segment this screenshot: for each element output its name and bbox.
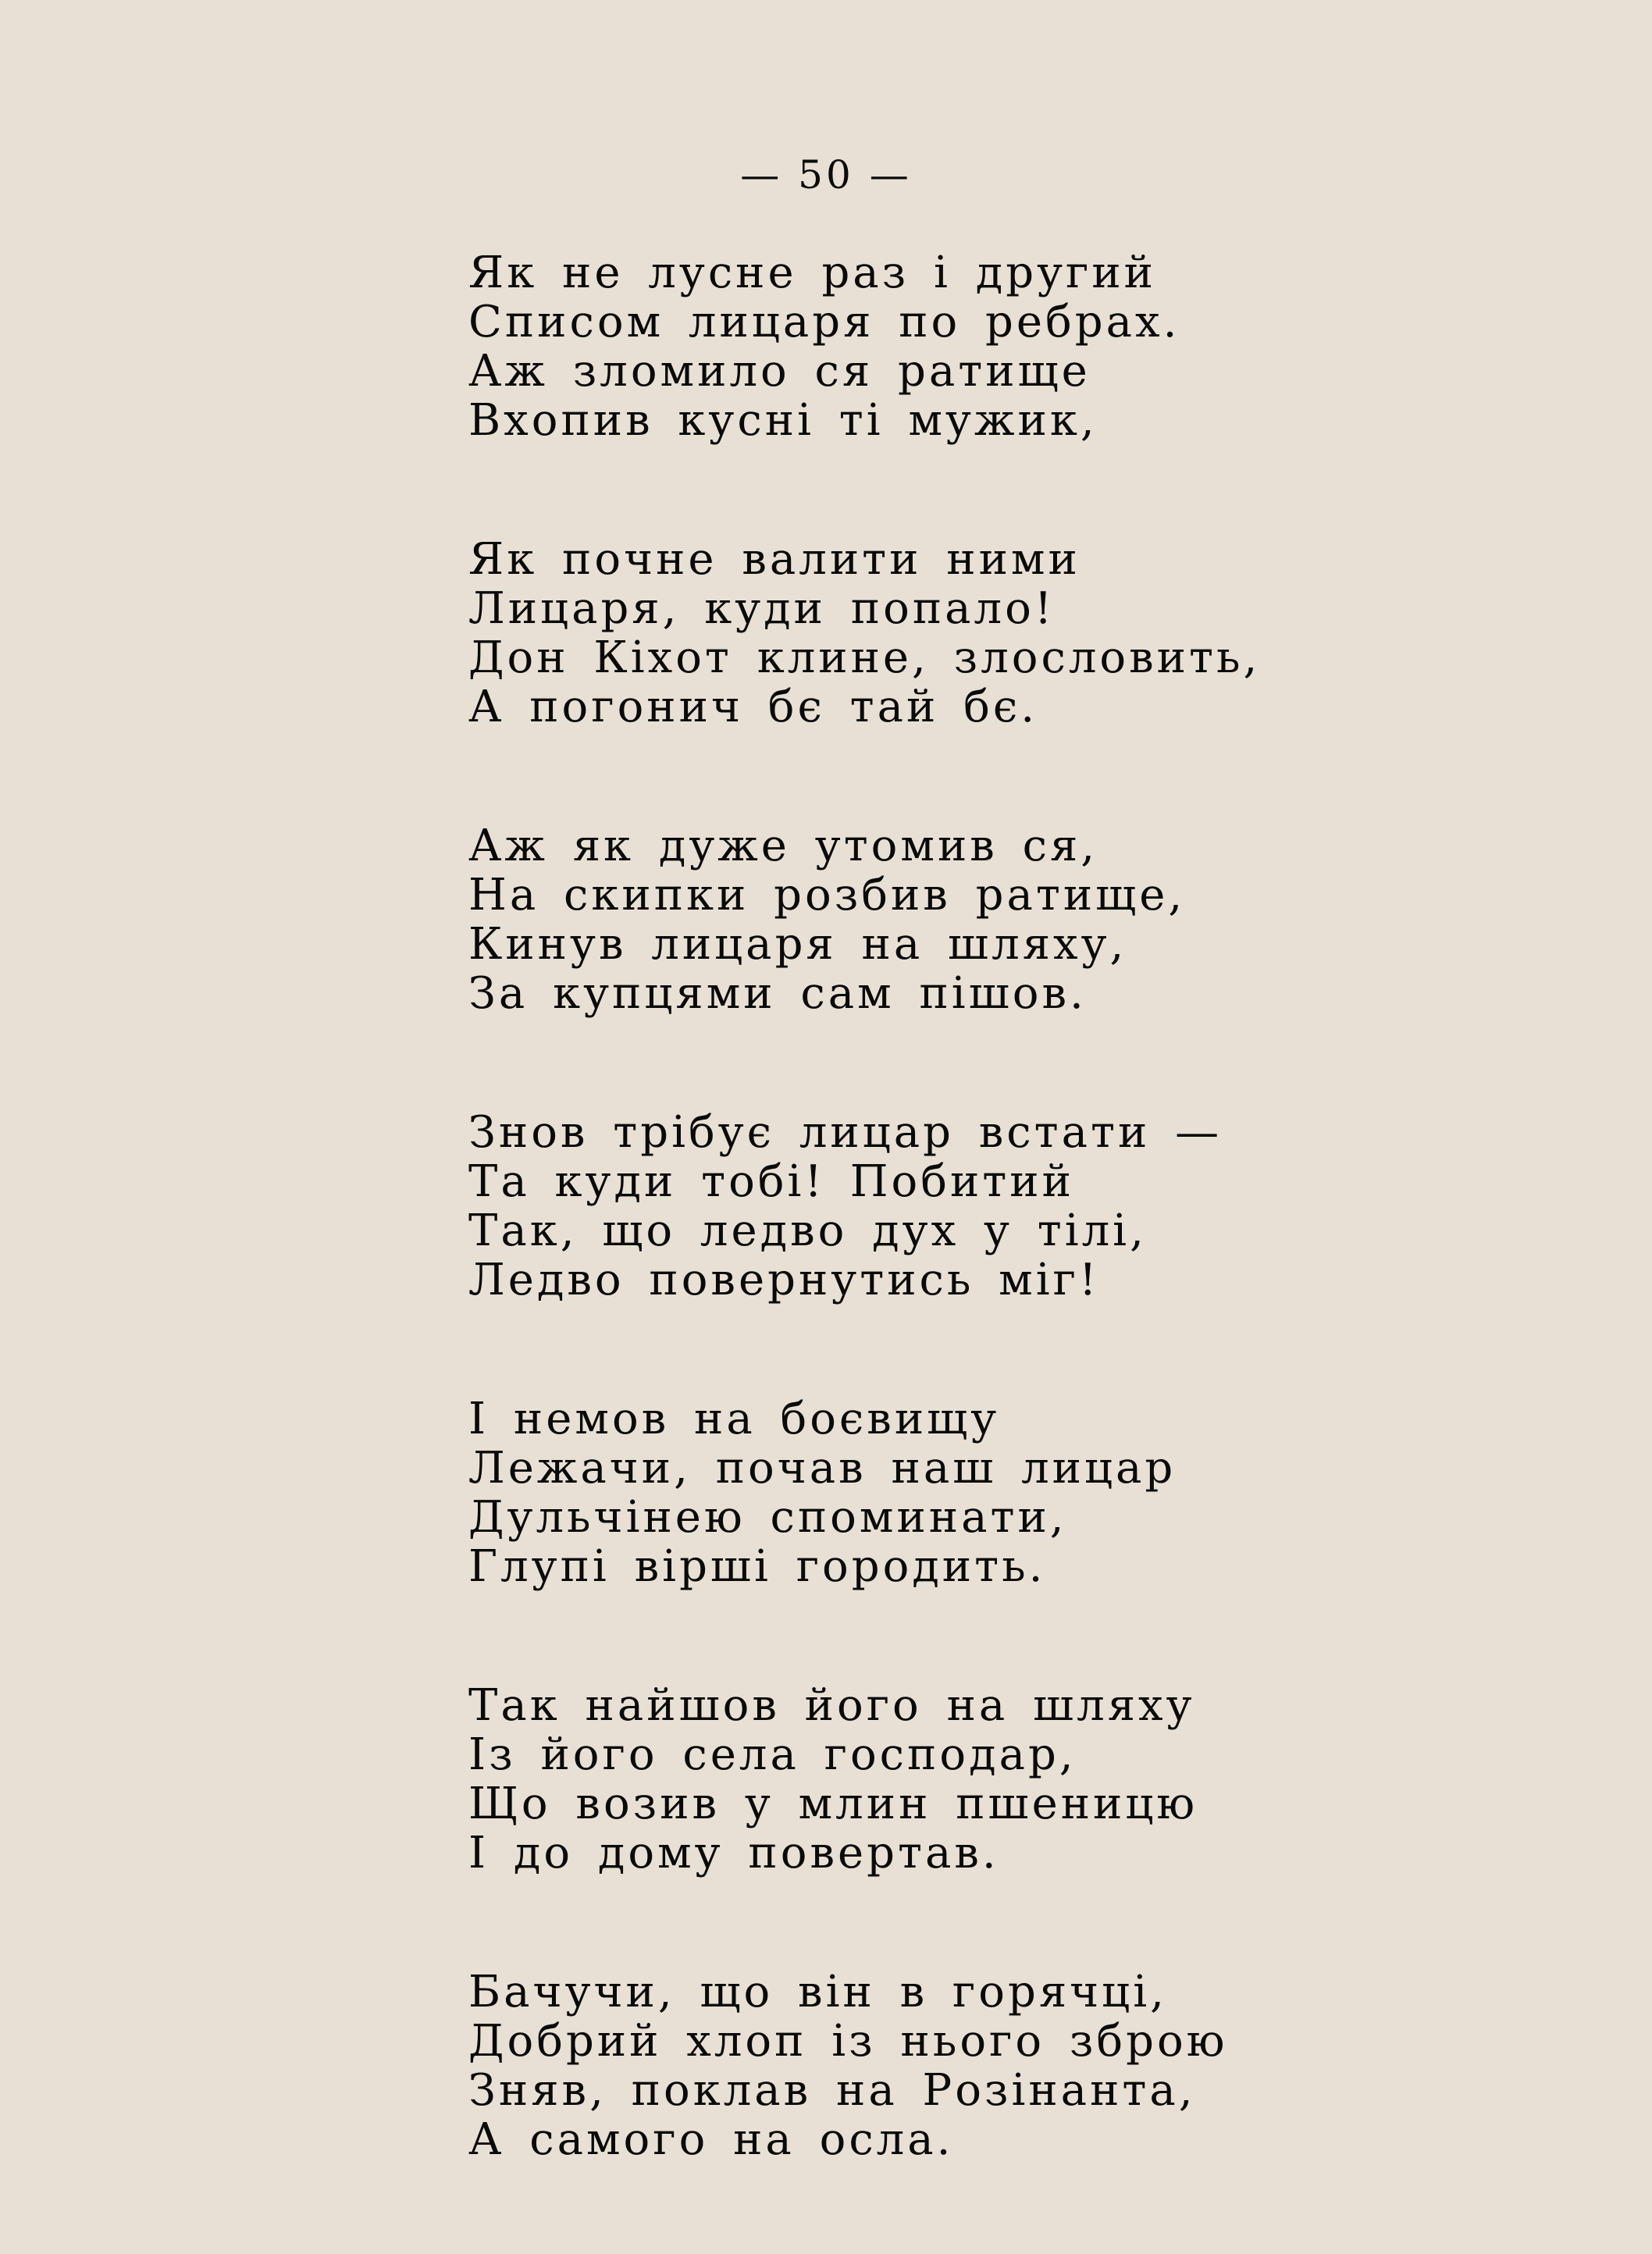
stanza-3 xyxy=(468,821,1327,1018)
verse-line: Як не лусне раз і другий xyxy=(468,247,1156,298)
verse-line: Що возив у млин пшеницю xyxy=(468,1779,1198,1829)
verse-line: Як почне валити ними xyxy=(468,534,1081,585)
stanza-2 xyxy=(468,535,1327,732)
verse-line: Кинув лицаря на шляху, xyxy=(468,919,1127,970)
verse-line: І до дому повертав. xyxy=(468,1828,999,1878)
verse-line: Так, що ледво дух у тілі, xyxy=(468,1205,1147,1256)
poem xyxy=(468,248,1327,2254)
verse-line: А самого на осла. xyxy=(468,2114,954,2165)
stanza-5 xyxy=(468,1394,1327,1591)
stanza-1 xyxy=(468,248,1327,445)
stanza-6 xyxy=(468,1681,1327,1878)
verse-line: Зняв, поклав на Розінанта, xyxy=(468,2065,1196,2116)
verse-line: А погонич бє тай бє. xyxy=(468,682,1038,732)
verse-line: Аж як дуже утомив ся, xyxy=(468,821,1098,871)
verse-line: На скипки розбив ратище, xyxy=(468,870,1186,920)
verse-line: Ледво повернутись міг! xyxy=(468,1255,1100,1305)
verse-line: Аж зломило ся ратище xyxy=(468,346,1091,397)
verse-line: Так найшов його на шляху xyxy=(468,1680,1195,1731)
verse-line: За купцями сам пішов. xyxy=(468,968,1087,1019)
verse-line: Добрий хлоп із нього зброю xyxy=(468,2016,1228,2067)
stanza-7 xyxy=(468,1967,1327,2164)
verse-line: Знов трібує лицар встати — xyxy=(468,1107,1223,1158)
verse-line: Бачучи, що він в горячці, xyxy=(468,1967,1167,2017)
verse-line: Дон Кіхот клине, злословить, xyxy=(468,632,1261,683)
page-number: — 50 — xyxy=(740,152,912,198)
stanza-4 xyxy=(468,1108,1327,1305)
verse-line: І немов на боєвищу xyxy=(468,1394,1000,1444)
verse-line: Та куди тобі! Побитий xyxy=(468,1156,1074,1207)
verse-line: Із його села господар, xyxy=(468,1729,1077,1780)
verse-line: Вхопив кусні ті мужик, xyxy=(468,395,1098,446)
verse-line: Лицаря, куди попало! xyxy=(468,583,1056,634)
verse-line: Дульчінею споминати, xyxy=(468,1492,1067,1543)
verse-line: Списом лицаря по ребрах. xyxy=(468,297,1180,347)
verse-line: Лежачи, почав наш лицар xyxy=(468,1443,1177,1494)
verse-line: Глупі вірші городить. xyxy=(468,1541,1046,1592)
